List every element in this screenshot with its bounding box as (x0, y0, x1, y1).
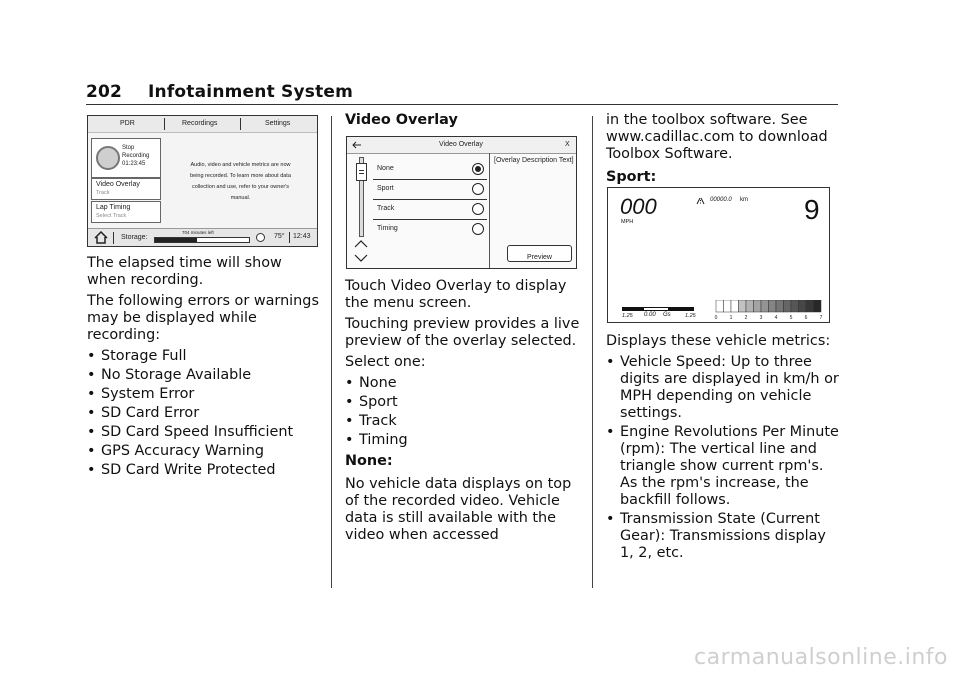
list-item: • Engine Revolutions Per Minute (rpm): The vertical line and triangle show current rpm's. As the rpm's increase, the backfill follows. (606, 424, 842, 509)
record-indicator-icon (96, 146, 120, 170)
tab-settings[interactable]: Settings (265, 120, 291, 127)
list-item: • Vehicle Speed: Up to three digits are displayed in km/h or MPH depending on vehicle settings. (606, 354, 842, 422)
radio-button[interactable] (472, 183, 484, 195)
odometer-value: 00000.0 (710, 197, 732, 203)
g-right-value: 1.25 (685, 313, 696, 319)
scrollbar-thumb[interactable] (356, 163, 367, 181)
rpm-segment (806, 300, 814, 312)
list-item: • Storage Full (87, 348, 323, 365)
odometer-unit: km (740, 197, 748, 203)
none-heading: None: (345, 453, 393, 469)
rpm-tick-label: 0 (714, 315, 718, 320)
lap-timing-sub: Select Track (96, 213, 127, 219)
overlay-option-timing[interactable] (373, 219, 487, 239)
overlay-title-bar (347, 137, 576, 154)
list-item: • SD Card Write Protected (87, 462, 323, 479)
rpm-tick-label: 5 (789, 315, 793, 320)
column-1 (87, 255, 323, 483)
none-paragraph: No vehicle data displays on top of the recorded video. Vehicle data is still available with the video when accessed (345, 476, 572, 543)
preview-paragraph: Touching preview provides a live preview of the overlay selected. (345, 316, 580, 349)
section-title: Infotainment System (148, 82, 354, 102)
rpm-segment (716, 300, 724, 312)
g-value: 0.00 (644, 312, 656, 318)
pdr-recording-screenshot (87, 115, 318, 247)
stop-label: Stop (122, 145, 135, 151)
pdr-tab-bar (88, 116, 317, 133)
rpm-segment (739, 300, 747, 312)
status-bar (88, 228, 317, 247)
close-icon[interactable]: X (565, 141, 570, 148)
column-divider-1 (331, 116, 332, 588)
recording-message (168, 160, 313, 204)
column-divider-2 (592, 116, 593, 588)
list-item: • System Error (87, 386, 323, 403)
preview-button[interactable] (507, 245, 572, 262)
list-item: • GPS Accuracy Warning (87, 443, 323, 460)
column-2-heading-wrap (345, 112, 581, 135)
tab-separator (240, 118, 241, 130)
video-overlay-screenshot (346, 136, 577, 269)
list-item: • Timing (345, 432, 585, 449)
status-indicator-icon (256, 233, 265, 242)
list-item: • No Storage Available (87, 367, 323, 384)
sport-overlay-screenshot (607, 187, 830, 323)
page-header (86, 82, 353, 102)
g-unit: Gs (663, 312, 671, 318)
video-overlay-heading: Video Overlay (345, 112, 458, 128)
overlay-option-sport[interactable] (373, 179, 487, 200)
overlay-option-none[interactable] (373, 159, 487, 180)
back-arrow-icon[interactable] (352, 141, 362, 149)
column-3 (606, 333, 842, 566)
radio-button[interactable] (472, 223, 484, 235)
list-item: • None (345, 375, 585, 392)
minutes-left: 704 minutes left (182, 230, 214, 235)
rpm-segment (776, 300, 784, 312)
rpm-segment (784, 300, 792, 312)
clock: 12:43 (293, 233, 311, 240)
message-line: Audio, video and vehicle metrics are now (190, 162, 291, 168)
list-item: • SD Card Error (87, 405, 323, 422)
elapsed-paragraph: The elapsed time will show when recording. (87, 255, 282, 288)
recording-label: Recording (122, 153, 150, 159)
video-overlay-label: Video Overlay (96, 181, 140, 188)
message-line: collection and use, refer to your owner's (191, 184, 290, 190)
select-one-label: Select one: (345, 354, 426, 370)
chevron-up-icon[interactable] (354, 239, 368, 249)
touch-paragraph: Touch Video Overlay to display the menu screen. (345, 278, 567, 311)
option-label: Sport (377, 185, 394, 192)
tab-pdr[interactable]: PDR (120, 120, 135, 127)
list-item: • Track (345, 413, 585, 430)
toolbox-paragraph: in the toolbox software. See www.cadillac.com to download Toolbox Software. (606, 112, 828, 162)
page-number: 202 (86, 82, 123, 102)
chevron-down-icon[interactable] (354, 253, 368, 263)
speed-unit: MPH (621, 219, 634, 225)
rpm-segment (746, 300, 754, 312)
video-overlay-button[interactable] (91, 178, 161, 200)
g-bar-center (644, 308, 668, 310)
rpm-tick-label: 7 (819, 315, 823, 320)
header-rule (86, 104, 838, 105)
message-line: manual. (230, 195, 251, 201)
elapsed-time: 01:23:45 (122, 161, 146, 167)
lap-timing-label: Lap Timing (96, 204, 131, 211)
list-item: • Sport (345, 394, 585, 411)
rpm-tick-label: 4 (774, 315, 778, 320)
overlay-divider (489, 153, 490, 268)
status-separator (113, 232, 114, 244)
column-3-top (606, 112, 842, 192)
tab-recordings[interactable]: Recordings (182, 120, 218, 127)
tab-separator (164, 118, 165, 130)
lap-timing-button[interactable] (91, 201, 161, 223)
errors-intro: The following errors or warnings may be displayed while recording: (87, 293, 319, 343)
metrics-list (606, 354, 842, 562)
option-label: Track (377, 205, 395, 212)
preview-label: Preview (527, 254, 552, 261)
list-item: • SD Card Speed Insufficient (87, 424, 323, 441)
rpm-segment (791, 300, 799, 312)
rpm-segment (724, 300, 732, 312)
storage-bar-fill (155, 238, 197, 242)
rpm-segment (761, 300, 769, 312)
rpm-segment (754, 300, 762, 312)
rpm-tick-label: 2 (744, 315, 748, 320)
rpm-segment (731, 300, 739, 312)
g-force-bar (622, 306, 694, 312)
option-label: None (377, 165, 394, 172)
displays-paragraph: Displays these vehicle metrics: (606, 333, 831, 349)
radio-button[interactable] (472, 203, 484, 215)
list-item: • Transmission State (Current Gear): Transmissions display 1, 2, etc. (606, 511, 842, 562)
rpm-segment (814, 300, 822, 312)
column-2 (345, 278, 585, 548)
rpm-tick-label: 6 (804, 315, 808, 320)
rpm-segment (769, 300, 777, 312)
rpm-tick-label: 1 (729, 315, 733, 320)
speed-value: 000 (620, 194, 657, 219)
sport-heading: Sport: (606, 169, 657, 185)
storage-label: Storage: (121, 234, 148, 241)
errors-list (87, 348, 323, 479)
overlay-title: Video Overlay (439, 141, 483, 148)
temperature: 75° (274, 233, 285, 240)
message-line: being recorded. To learn more about data (190, 173, 291, 179)
overlay-option-track[interactable] (373, 199, 487, 220)
rpm-gauge (714, 300, 824, 320)
road-icon (696, 197, 705, 205)
status-separator (289, 232, 290, 243)
home-icon[interactable] (94, 231, 108, 244)
video-overlay-sub: Track (96, 190, 110, 196)
gear-value: 9 (804, 194, 820, 225)
storage-bar (154, 237, 250, 243)
radio-button[interactable] (472, 163, 484, 175)
rpm-tick-label: 3 (759, 315, 763, 320)
option-label: Timing (377, 225, 398, 232)
watermark: carmanualsonline.info (694, 645, 948, 670)
stop-recording-button[interactable] (91, 138, 161, 178)
overlay-description: [Overlay Description Text] (494, 157, 574, 164)
g-left-value: 1.25 (622, 313, 633, 319)
overlay-options-list (345, 375, 585, 449)
rpm-segment (799, 300, 807, 312)
